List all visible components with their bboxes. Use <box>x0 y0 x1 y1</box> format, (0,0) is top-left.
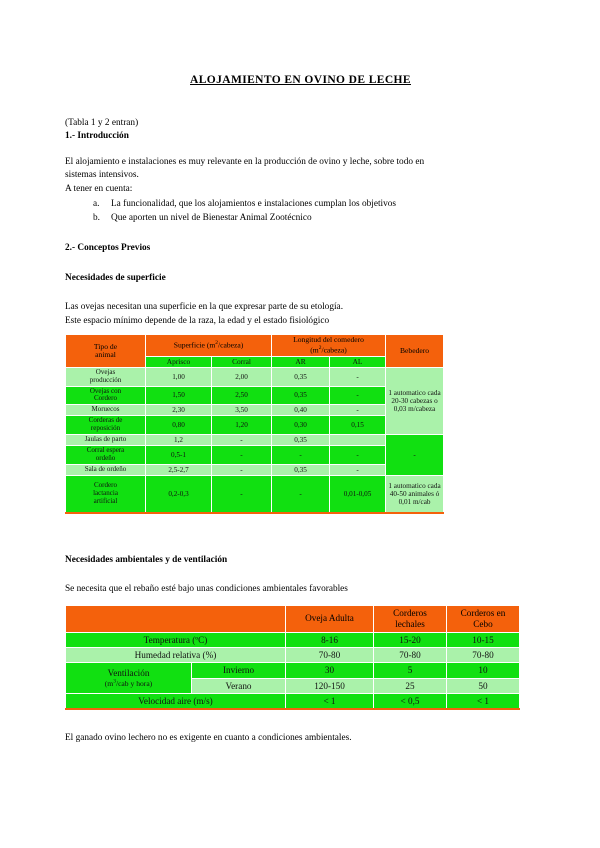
cell-aprisco: 2,5-2,7 <box>146 464 212 475</box>
section-heading-introduccion: 1.- Introducción <box>65 131 129 142</box>
cell-lechales: 70-80 <box>374 648 447 663</box>
subsection-heading-ambientales: Necesidades ambientales y de ventilación <box>65 554 228 565</box>
list-marker: b. <box>93 213 100 224</box>
cell-cebo: 50 <box>447 678 520 693</box>
surface-paragraph-line1: Las ovejas necesitan una superficie en la que expresar parte de su etología. <box>65 302 344 313</box>
table-necesidades-superficie <box>65 334 444 514</box>
cell-aprisco: 1,00 <box>146 367 212 386</box>
cell-ar: - <box>272 475 330 513</box>
cell-aprisco: 2,30 <box>146 405 212 416</box>
cell-cebo: < 1 <box>447 693 520 709</box>
list-item <box>65 212 536 226</box>
cell-corral: - <box>212 446 272 465</box>
row-label-verano: Verano <box>192 678 286 693</box>
cell-al: - <box>330 405 386 416</box>
cell-lechales: < 0,5 <box>374 693 447 709</box>
row-label: Ovejas producción <box>66 367 146 386</box>
cell-corral: - <box>212 464 272 475</box>
cell-lechales: 25 <box>374 678 447 693</box>
cell-ar: 0,35 <box>272 367 330 386</box>
intro-paragraph-line2: sistemas intensivos. <box>65 170 139 181</box>
table-row <box>66 693 520 709</box>
cell-oveja: < 1 <box>286 693 374 709</box>
environment-paragraph: Se necesita que el rebaño esté bajo unas condiciones ambientales favorables <box>65 584 348 595</box>
cell-al: 0,15 <box>330 416 386 435</box>
cell-corral: - <box>212 434 272 445</box>
header-superficie: Superficie $(m^2/cabeza)$ <box>146 335 272 357</box>
cell-ar: 0,35 <box>272 464 330 475</box>
row-label: Corral espera ordeño <box>66 446 146 465</box>
row-label: Sala de ordeño <box>66 464 146 475</box>
header-corderos-lechales: Corderos lechales <box>374 605 447 632</box>
cell-ar: 0,40 <box>272 405 330 416</box>
header-bebedero: Bebedero <box>386 335 444 368</box>
superscript-3: 3 <box>113 678 116 685</box>
header-corderos-cebo: Corderos en Cebo <box>447 605 520 632</box>
intro-lead: A tener en cuenta: <box>65 183 133 194</box>
header-tipo-animal: Tipo de animal <box>66 335 146 368</box>
cell-aprisco: 0,5-1 <box>146 446 212 465</box>
subheader-corral: Corral <box>212 356 272 367</box>
list-item-label: La funcionalidad, que los alojamientos e instalaciones cumplan los objetivos <box>111 199 397 210</box>
cell-bebedero-top: 1 automatico cada 20-30 cabezas o 0,03 m/cabeza <box>386 367 444 434</box>
cell-ar: - <box>272 446 330 465</box>
cell-lechales: 15-20 <box>374 632 447 647</box>
list-marker: a. <box>93 199 100 210</box>
table-necesidades-ambientales <box>65 605 520 711</box>
row-label: Ovejas con Cordero <box>66 386 146 405</box>
cell-al: 0,01-0,05 <box>330 475 386 513</box>
cell-oveja: 70-80 <box>286 648 374 663</box>
cell-corral: - <box>212 475 272 513</box>
cell-aprisco: 1,50 <box>146 386 212 405</box>
table-row <box>66 632 520 647</box>
intro-list <box>65 198 536 226</box>
cell-ar: 0,30 <box>272 416 330 435</box>
table-row <box>66 434 444 445</box>
table-header-row <box>66 605 520 632</box>
row-label: Corderas de reposición <box>66 416 146 435</box>
superscript-2: 2 <box>215 340 218 347</box>
cell-oveja: 30 <box>286 663 374 678</box>
cell-al: - <box>330 446 386 465</box>
table-row <box>66 648 520 663</box>
row-label-temperatura: Temperatura (ºC) <box>66 632 286 647</box>
subsection-heading-superficie: Necesidades de superficie <box>65 272 166 283</box>
subheader-ar: AR <box>272 356 330 367</box>
cell-corral: 2,00 <box>212 367 272 386</box>
cell-al <box>330 434 386 445</box>
cell-al: - <box>330 367 386 386</box>
cell-corral: 2,50 <box>212 386 272 405</box>
subheader-aprisco: Aprisco <box>146 356 212 367</box>
cell-aprisco: 0,2-0,3 <box>146 475 212 513</box>
table-row <box>66 663 520 678</box>
superscript-2: 2 <box>318 344 322 351</box>
cell-al: - <box>330 386 386 405</box>
cell-corral: 1,20 <box>212 416 272 435</box>
section-heading-conceptos-previos: 2.- Conceptos Previos <box>65 243 151 254</box>
subheader-al: AL <box>330 356 386 367</box>
row-label: Cordero lactancia artificial <box>66 475 146 513</box>
intro-paragraph-line1: El alojamiento e instalaciones es muy relevante en la producción de ovino y leche, sobre todo en <box>65 156 425 167</box>
table-row <box>66 367 444 386</box>
page-title: ALOJAMIENTO EN OVINO DE LECHE <box>190 74 411 86</box>
cell-ar: 0,35 <box>272 386 330 405</box>
tables-note: (Tabla 1 y 2 entran) <box>65 118 139 128</box>
row-label-ventilacion: Ventilación ($m^3$/cab y hora) <box>66 663 192 694</box>
cell-oveja: 120-150 <box>286 678 374 693</box>
cell-corral: 3,50 <box>212 405 272 416</box>
cell-aprisco: 1,2 <box>146 434 212 445</box>
cell-aprisco: 0,80 <box>146 416 212 435</box>
cell-oveja: 8-16 <box>286 632 374 647</box>
header-empty-corner <box>66 605 286 632</box>
list-item-label: Que aporten un nivel de Bienestar Animal Zootécnico <box>111 213 312 224</box>
table-header-row <box>66 335 444 357</box>
cell-cebo: 10 <box>447 663 520 678</box>
row-label: Jaulas de parto <box>66 434 146 445</box>
cell-cebo: 10-15 <box>447 632 520 647</box>
cell-lechales: 5 <box>374 663 447 678</box>
cell-cebo: 70-80 <box>447 648 520 663</box>
cell-bebedero-bottom: 1 automatico cada 40-50 animales ó 0,01 m/cab <box>386 475 444 513</box>
surface-paragraph-line2: Este espacio mínimo depende de la raza, la edad y el estado fisiológico <box>65 315 330 326</box>
cell-bebedero-mid: - <box>386 434 444 475</box>
closing-paragraph: El ganado ovino lechero no es exigente en cuanto a condiciones ambientales. <box>65 733 352 744</box>
row-label: Moruecos <box>66 405 146 416</box>
header-oveja-adulta: Oveja Adulta <box>286 605 374 632</box>
row-label-humedad: Humedad relativa (%) <box>66 648 286 663</box>
list-item <box>65 198 536 212</box>
header-longitud-comedero: Longitud del comedero $(m^2/cabeza)$ <box>272 335 386 357</box>
table-row <box>66 475 444 513</box>
row-label-invierno: Invierno <box>192 663 286 678</box>
cell-al: - <box>330 464 386 475</box>
row-label-velocidad-aire: Velocidad aire (m/s) <box>66 693 286 709</box>
cell-ar: 0,35 <box>272 434 330 445</box>
